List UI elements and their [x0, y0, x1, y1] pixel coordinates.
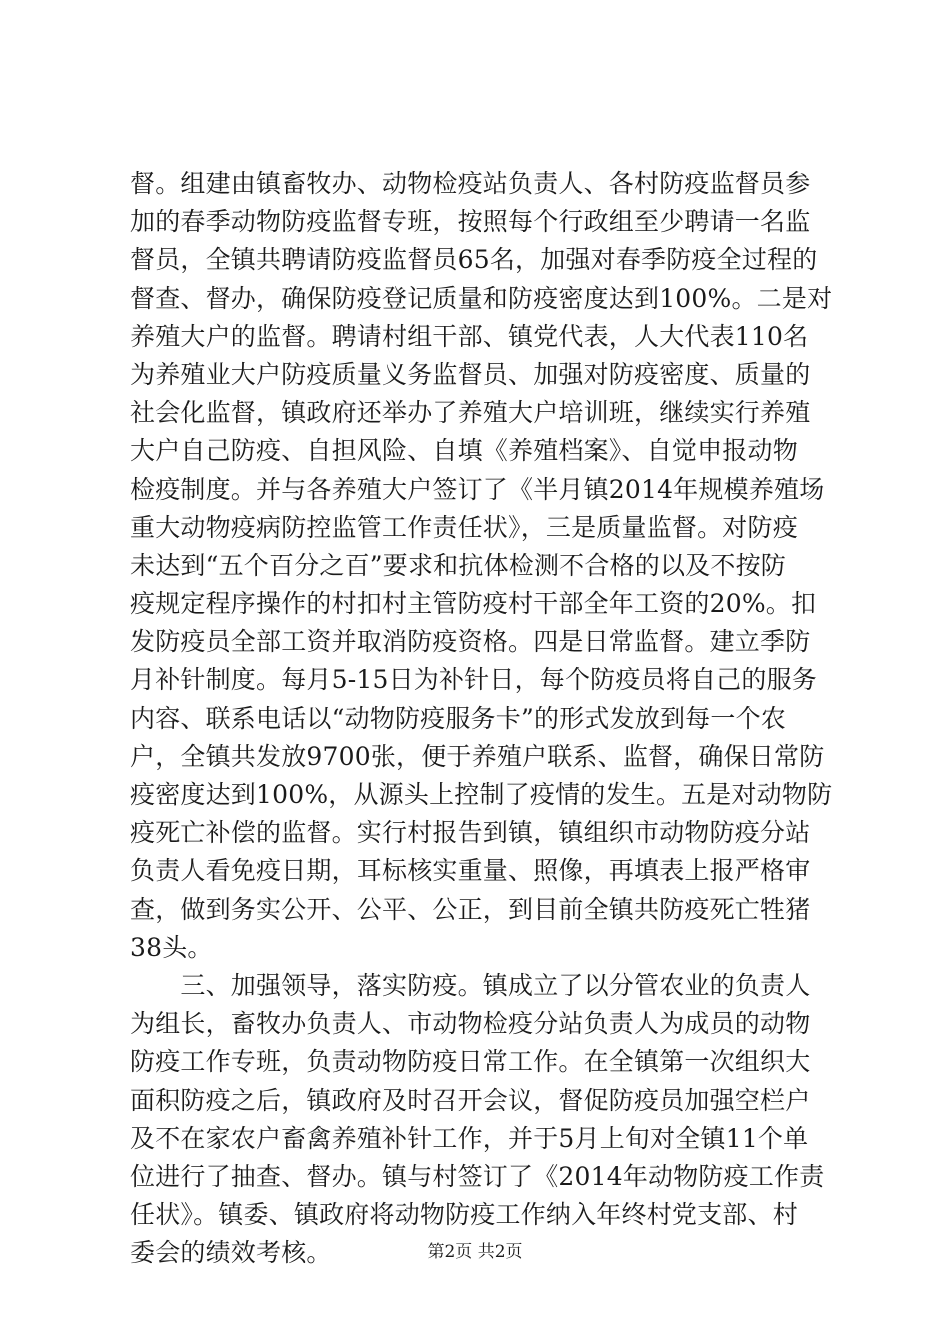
- text-line: 位进行了抽查、督办。镇与村签订了《2014年动物防疫工作责: [130, 1161, 825, 1191]
- text-line: 疫死亡补偿的监督。实行村报告到镇，镇组织市动物防疫分站: [130, 818, 811, 848]
- text-line: 三、加强领导，落实防疫。镇成立了以分管农业的负责人: [130, 970, 811, 1000]
- page-footer: [0, 1242, 950, 1262]
- text-line: 户，全镇共发放9700张，便于养殖户联系、监督，确保日常防: [130, 741, 825, 771]
- text-line: 疫密度达到100%，从源头上控制了疫情的发生。五是对动物防: [130, 780, 833, 809]
- text-line: 重大动物疫病防控监管工作责任状》，三是质量监督。对防疫: [130, 512, 798, 542]
- document-body: [130, 165, 833, 1272]
- text-line: 任状》。镇委、镇政府将动物防疫工作纳入年终村党支部、村: [130, 1200, 798, 1230]
- text-line: 月补针制度。每月5-15日为补针日，每个防疫员将自己的服务: [130, 665, 817, 695]
- text-line: 养殖大户的监督。聘请村组干部、镇党代表，人大代表110名: [130, 321, 809, 351]
- text-line: 疫规定程序操作的村扣村主管防疫村干部全年工资的20%。扣: [130, 589, 817, 619]
- text-line: 内容、联系电话以“动物防疫服务卡”的形式发放到每一个农: [130, 703, 786, 733]
- text-line: 为组长，畜牧办负责人、市动物检疫分站负责人为成员的动物: [130, 1009, 811, 1039]
- page-number-label: 第2页 共2页: [427, 1242, 523, 1262]
- text-line: 督。组建由镇畜牧办、动物检疫站负责人、各村防疫监督员参: [130, 169, 811, 198]
- text-line: 未达到“五个百分之百”要求和抗体检测不合格的以及不按防: [130, 550, 786, 580]
- text-line: 大户自己防疫、自担风险、自填《养殖档案》、自觉申报动物: [130, 436, 798, 466]
- text-line: 委会的绩效考核。: [130, 1238, 332, 1268]
- text-line: 加的春季动物防疫监督专班，按照每个行政组至少聘请一名监: [130, 207, 811, 237]
- text-line: 督查、督办，确保防疫登记质量和防疫密度达到100%。二是对: [130, 283, 833, 313]
- text-line: 为养殖业大户防疫质量义务监督员、加强对防疫密度、质量的: [130, 359, 811, 389]
- text-line: 检疫制度。并与各养殖大户签订了《半月镇2014年规模养殖场: [130, 474, 825, 504]
- text-line: 社会化监督，镇政府还举办了养殖大户培训班，继续实行养殖: [130, 398, 811, 428]
- text-line: 防疫工作专班，负责动物防疫日常工作。在全镇第一次组织大: [130, 1047, 811, 1077]
- text-line: 及不在家农户畜禽养殖补针工作，并于5月上旬对全镇11个单: [130, 1123, 809, 1153]
- text-line: 查，做到务实公开、公平、公正，到目前全镇共防疫死亡牲猪: [130, 894, 811, 924]
- text-line: 督员，全镇共聘请防疫监督员65名，加强对春季防疫全过程的: [130, 245, 818, 275]
- text-line: 负责人看免疫日期，耳标核实重量、照像，再填表上报严格审: [130, 856, 811, 886]
- text-line: 面积防疫之后，镇政府及时召开会议，督促防疫员加强空栏户: [130, 1085, 811, 1115]
- text-line: 发防疫员全部工资并取消防疫资格。四是日常监督。建立季防: [130, 627, 811, 657]
- text-line: 38头。: [130, 932, 213, 962]
